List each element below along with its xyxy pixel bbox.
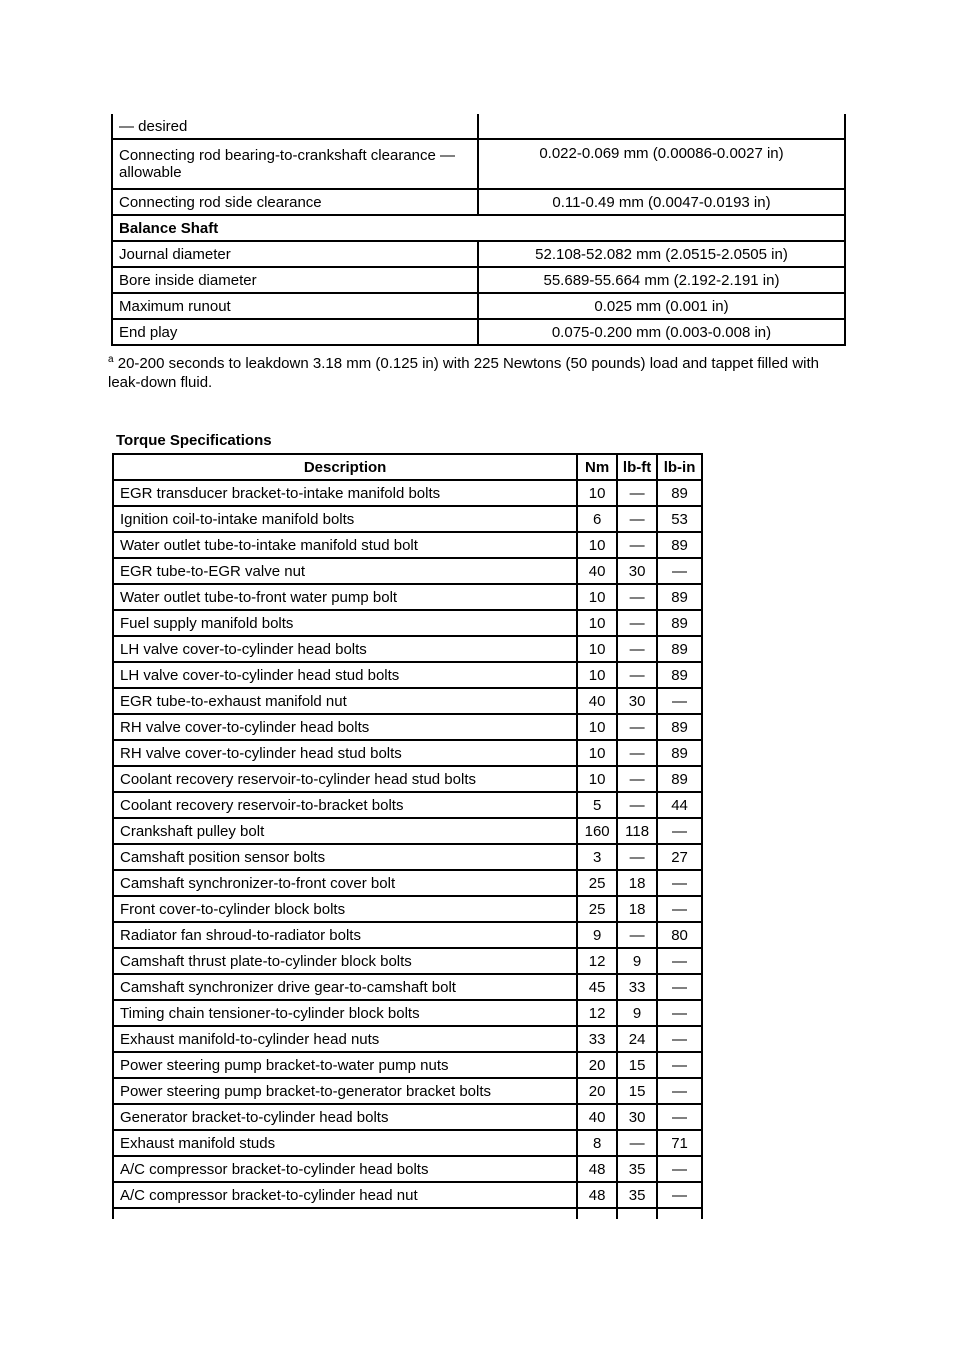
torque-description: Power steering pump bracket-to-water pump nuts	[113, 1052, 577, 1078]
torque-nm: 3	[577, 844, 617, 870]
table-row	[113, 1000, 702, 1026]
table-row	[113, 1104, 702, 1130]
table-row	[113, 922, 702, 948]
continuation-cell	[113, 1208, 577, 1219]
table-row	[113, 844, 702, 870]
specification-table-body	[112, 114, 845, 345]
torque-lb-ft: —	[617, 740, 657, 766]
torque-lb-ft: —	[617, 610, 657, 636]
torque-description: Generator bracket-to-cylinder head bolts	[113, 1104, 577, 1130]
torque-description: Power steering pump bracket-to-generator bracket bolts	[113, 1078, 577, 1104]
torque-lb-in: —	[657, 1052, 702, 1078]
torque-nm: 12	[577, 1000, 617, 1026]
torque-table-body	[113, 480, 702, 1219]
torque-lb-in: —	[657, 1078, 702, 1104]
torque-lb-ft: 18	[617, 870, 657, 896]
torque-nm: 10	[577, 714, 617, 740]
table-row	[113, 558, 702, 584]
torque-nm: 48	[577, 1182, 617, 1208]
table-row	[113, 740, 702, 766]
table-row	[113, 948, 702, 974]
torque-lb-ft: 9	[617, 948, 657, 974]
torque-nm: 25	[577, 870, 617, 896]
continuation-cell	[617, 1208, 657, 1219]
torque-nm: 5	[577, 792, 617, 818]
torque-lb-ft: —	[617, 922, 657, 948]
torque-description: Water outlet tube-to-front water pump bolt	[113, 584, 577, 610]
spec-label: Connecting rod bearing-to-crankshaft clearance — allowable	[112, 139, 478, 189]
torque-description: Fuel supply manifold bolts	[113, 610, 577, 636]
torque-lb-ft: —	[617, 714, 657, 740]
header-description: Description	[113, 454, 577, 480]
spec-label: Bore inside diameter	[112, 267, 478, 293]
torque-nm: 10	[577, 480, 617, 506]
spec-label: Connecting rod side clearance	[112, 189, 478, 215]
spec-value: 52.108-52.082 mm (2.0515-2.0505 in)	[478, 241, 845, 267]
torque-lb-ft: —	[617, 480, 657, 506]
torque-lb-in: —	[657, 688, 702, 714]
torque-lb-in: 71	[657, 1130, 702, 1156]
table-row	[113, 1052, 702, 1078]
torque-description: Camshaft position sensor bolts	[113, 844, 577, 870]
torque-lb-in: 27	[657, 844, 702, 870]
table-row	[113, 818, 702, 844]
table-row	[113, 480, 702, 506]
table-row	[113, 506, 702, 532]
table-row	[113, 896, 702, 922]
torque-lb-in: 89	[657, 740, 702, 766]
spec-row	[112, 267, 845, 293]
torque-lb-in: 89	[657, 714, 702, 740]
table-row	[113, 766, 702, 792]
spec-row	[112, 139, 845, 189]
torque-description: EGR tube-to-exhaust manifold nut	[113, 688, 577, 714]
torque-lb-ft: —	[617, 506, 657, 532]
torque-nm: 10	[577, 584, 617, 610]
torque-description: Camshaft synchronizer-to-front cover bolt	[113, 870, 577, 896]
torque-lb-in: —	[657, 870, 702, 896]
torque-description: Camshaft thrust plate-to-cylinder block bolts	[113, 948, 577, 974]
torque-lb-ft: —	[617, 532, 657, 558]
spec-row	[112, 189, 845, 215]
torque-lb-in: 53	[657, 506, 702, 532]
table-row	[113, 662, 702, 688]
spec-value: 55.689-55.664 mm (2.192-2.191 in)	[478, 267, 845, 293]
torque-nm: 10	[577, 662, 617, 688]
torque-lb-in: —	[657, 1026, 702, 1052]
torque-lb-ft: —	[617, 1130, 657, 1156]
torque-description: Front cover-to-cylinder block bolts	[113, 896, 577, 922]
torque-lb-ft: —	[617, 584, 657, 610]
table-row	[113, 792, 702, 818]
torque-lb-ft: —	[617, 792, 657, 818]
torque-lb-ft: —	[617, 636, 657, 662]
torque-nm: 40	[577, 1104, 617, 1130]
torque-description: RH valve cover-to-cylinder head bolts	[113, 714, 577, 740]
torque-header-row	[113, 454, 702, 480]
torque-lb-in: 89	[657, 532, 702, 558]
torque-description: Timing chain tensioner-to-cylinder block bolts	[113, 1000, 577, 1026]
torque-lb-in: 89	[657, 610, 702, 636]
torque-lb-ft: 30	[617, 1104, 657, 1130]
torque-description: Camshaft synchronizer drive gear-to-camshaft bolt	[113, 974, 577, 1000]
torque-lb-ft: 9	[617, 1000, 657, 1026]
torque-nm: 160	[577, 818, 617, 844]
torque-nm: 10	[577, 532, 617, 558]
spec-value: 0.11-0.49 mm (0.0047-0.0193 in)	[478, 189, 845, 215]
torque-lb-ft: 35	[617, 1182, 657, 1208]
torque-description: Exhaust manifold studs	[113, 1130, 577, 1156]
torque-lb-ft: 118	[617, 818, 657, 844]
torque-lb-in: 89	[657, 636, 702, 662]
spec-value: 0.022-0.069 mm (0.00086-0.0027 in)	[478, 139, 845, 189]
torque-description: A/C compressor bracket-to-cylinder head bolts	[113, 1156, 577, 1182]
torque-lb-in: 89	[657, 662, 702, 688]
footnote-marker: a	[108, 354, 114, 365]
torque-nm: 20	[577, 1052, 617, 1078]
torque-specifications-table	[112, 453, 703, 1219]
torque-lb-in: 89	[657, 480, 702, 506]
table-row	[113, 688, 702, 714]
spec-value: 0.075-0.200 mm (0.003-0.008 in)	[478, 319, 845, 345]
torque-nm: 6	[577, 506, 617, 532]
torque-lb-ft: 24	[617, 1026, 657, 1052]
torque-nm: 40	[577, 558, 617, 584]
torque-nm: 40	[577, 688, 617, 714]
torque-lb-in: —	[657, 974, 702, 1000]
table-row	[113, 636, 702, 662]
spec-row	[112, 114, 845, 139]
torque-lb-ft: —	[617, 766, 657, 792]
torque-lb-ft: 30	[617, 688, 657, 714]
torque-description: Exhaust manifold-to-cylinder head nuts	[113, 1026, 577, 1052]
torque-lb-ft: 15	[617, 1052, 657, 1078]
torque-lb-in: —	[657, 948, 702, 974]
torque-lb-ft: 35	[617, 1156, 657, 1182]
continuation-cell	[577, 1208, 617, 1219]
torque-lb-ft: 15	[617, 1078, 657, 1104]
torque-lb-in: —	[657, 896, 702, 922]
torque-nm: 10	[577, 636, 617, 662]
header-lb-in: lb-in	[657, 454, 702, 480]
table-row	[113, 974, 702, 1000]
spec-label: — desired	[112, 114, 478, 139]
table-row	[113, 1156, 702, 1182]
table-row	[113, 1182, 702, 1208]
torque-nm: 20	[577, 1078, 617, 1104]
torque-description: Coolant recovery reservoir-to-bracket bolts	[113, 792, 577, 818]
spec-label: Journal diameter	[112, 241, 478, 267]
table-continuation-row	[113, 1208, 702, 1219]
torque-nm: 45	[577, 974, 617, 1000]
torque-lb-in: —	[657, 818, 702, 844]
torque-description: Crankshaft pulley bolt	[113, 818, 577, 844]
torque-nm: 10	[577, 766, 617, 792]
torque-description: Coolant recovery reservoir-to-cylinder head stud bolts	[113, 766, 577, 792]
spec-row	[112, 241, 845, 267]
section-heading: Balance Shaft	[112, 215, 845, 241]
table-row	[113, 584, 702, 610]
header-nm: Nm	[577, 454, 617, 480]
table-row	[113, 1130, 702, 1156]
torque-nm: 48	[577, 1156, 617, 1182]
torque-nm: 9	[577, 922, 617, 948]
torque-nm: 33	[577, 1026, 617, 1052]
torque-description: Water outlet tube-to-intake manifold stud bolt	[113, 532, 577, 558]
spec-value	[478, 114, 845, 139]
torque-lb-ft: 18	[617, 896, 657, 922]
table-row	[113, 532, 702, 558]
footnote-text: 20-200 seconds to leakdown 3.18 mm (0.125 in) with 225 Newtons (50 pounds) load and tappet filled with leak-down fluid.	[108, 355, 819, 391]
footnote	[108, 354, 853, 392]
table-row	[113, 714, 702, 740]
torque-description: EGR tube-to-EGR valve nut	[113, 558, 577, 584]
spec-value: 0.025 mm (0.001 in)	[478, 293, 845, 319]
torque-description: A/C compressor bracket-to-cylinder head nut	[113, 1182, 577, 1208]
torque-nm: 12	[577, 948, 617, 974]
torque-lb-in: 89	[657, 766, 702, 792]
table-row	[113, 1026, 702, 1052]
torque-lb-in: —	[657, 1182, 702, 1208]
torque-description: EGR transducer bracket-to-intake manifold bolts	[113, 480, 577, 506]
torque-specifications-title: Torque Specifications	[116, 432, 272, 449]
spec-row	[112, 319, 845, 345]
torque-lb-in: 89	[657, 584, 702, 610]
torque-lb-in: 80	[657, 922, 702, 948]
spec-label: Maximum runout	[112, 293, 478, 319]
torque-description: LH valve cover-to-cylinder head stud bolts	[113, 662, 577, 688]
torque-lb-ft: 30	[617, 558, 657, 584]
torque-lb-ft: 33	[617, 974, 657, 1000]
torque-nm: 10	[577, 610, 617, 636]
table-row	[113, 1078, 702, 1104]
torque-lb-in: —	[657, 1000, 702, 1026]
torque-lb-in: —	[657, 1104, 702, 1130]
torque-lb-ft: —	[617, 662, 657, 688]
table-row	[113, 610, 702, 636]
spec-row	[112, 293, 845, 319]
torque-nm: 8	[577, 1130, 617, 1156]
section-row	[112, 215, 845, 241]
header-lb-ft: lb-ft	[617, 454, 657, 480]
specification-table	[111, 114, 846, 346]
torque-nm: 10	[577, 740, 617, 766]
torque-lb-in: —	[657, 558, 702, 584]
table-row	[113, 870, 702, 896]
spec-label: End play	[112, 319, 478, 345]
torque-description: Radiator fan shroud-to-radiator bolts	[113, 922, 577, 948]
torque-description: RH valve cover-to-cylinder head stud bolts	[113, 740, 577, 766]
torque-description: LH valve cover-to-cylinder head bolts	[113, 636, 577, 662]
torque-lb-in: 44	[657, 792, 702, 818]
torque-nm: 25	[577, 896, 617, 922]
torque-lb-ft: —	[617, 844, 657, 870]
continuation-cell	[657, 1208, 702, 1219]
torque-description: Ignition coil-to-intake manifold bolts	[113, 506, 577, 532]
torque-lb-in: —	[657, 1156, 702, 1182]
